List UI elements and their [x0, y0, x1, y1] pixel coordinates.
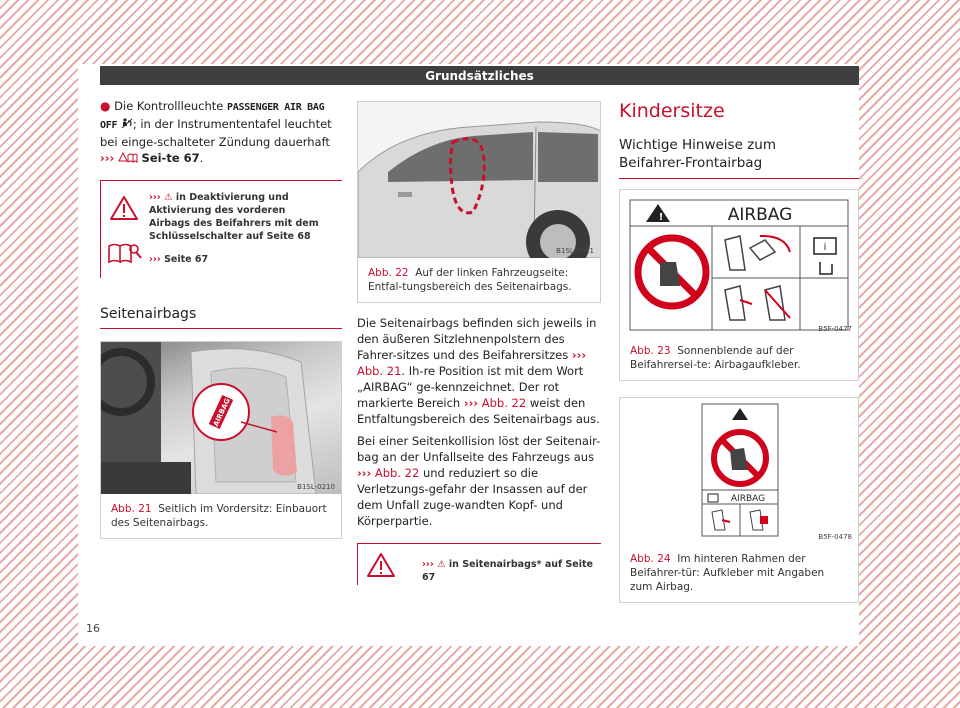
figure-abb-22 — [357, 101, 601, 303]
intro-ref-link[interactable]: Sei-te 67 — [141, 151, 200, 165]
seat-illustration — [101, 342, 341, 494]
figure-caption: Abb. 23 Sonnenblende auf der Beifahrersei-te: Airbagaufkleber. — [630, 345, 801, 371]
section-rule — [619, 178, 859, 179]
airbag-off-label: PASSENGER AIR BAG OFF — [100, 102, 325, 131]
sticker-airbag-label: AIRBAG — [727, 205, 793, 225]
warning-text-2: ››› Seite 67 — [149, 254, 209, 265]
chapter-title: Grundsätzliches — [425, 68, 534, 83]
warning-book-icon — [118, 152, 138, 163]
svg-text:i: i — [823, 242, 827, 253]
door-sticker-image — [620, 398, 858, 544]
column-3 — [619, 98, 859, 603]
warning-box — [100, 180, 342, 278]
airbag-sticker-illustration — [620, 190, 858, 336]
column-2 — [357, 101, 601, 585]
chapter-header — [100, 66, 859, 85]
figure-abb-24 — [619, 397, 859, 603]
warning-triangle-icon — [109, 195, 139, 225]
ref-abb-22-b[interactable]: Abb. 22 — [374, 466, 420, 480]
figure-abb-21 — [100, 341, 342, 539]
seat-airbag-image — [101, 342, 341, 494]
paragraph-1: Die Seitenairbags befinden sich jeweils in den äußeren Sitzlehnenpolstern des Fahrer-sitzes und des Beifahrersitzes ››› Abb. 21. Ih-re Position ist mit dem Wort „AIRBAG“ ge-kennzeichnet. Der rot markierte Bereich ››› Abb. 22 weist den Entfaltungsbereich des Seitenairbags aus. — [357, 316, 600, 426]
section-title-seitenairbags: Seitenairbags — [100, 306, 197, 322]
airbag-off-icon — [121, 118, 133, 129]
figure-code: B5F-0478 — [818, 533, 852, 541]
book-wrench-icon — [107, 241, 143, 269]
ref-abb-22[interactable]: Abb. 22 — [481, 396, 527, 410]
svg-text:!: ! — [658, 212, 664, 223]
figure-code: B5F-0477 — [818, 325, 852, 333]
intro-text-1: Die Kontrollleuchte — [114, 99, 224, 113]
page-number: 16 — [86, 622, 100, 635]
figure-code: B1SL-0211 — [556, 247, 594, 255]
intro-text-2: in der Instrumententafel leuchtet bei einge-schalteter Zündung dauerhaft — [100, 117, 332, 149]
figure-abb-23 — [619, 189, 859, 381]
door-sticker-airbag-label: AIRBAG — [730, 494, 766, 504]
figure-caption: Abb. 24 Im hinteren Rahmen der Beifahrer-tür: Aufkleber mit Angaben zum Airbag. — [630, 553, 825, 593]
figure-caption: Abb. 22 Auf der linken Fahrzeugseite: Entfal-tungsbereich des Seitenairbags. — [368, 267, 572, 293]
door-sticker-illustration — [620, 398, 858, 544]
subtitle: Wichtige Hinweise zum Beifahrer-Frontairbag — [619, 137, 776, 171]
intro-end: . — [199, 151, 204, 165]
car-illustration — [358, 102, 600, 258]
bullet-icon: ● — [100, 99, 111, 113]
airbag-sticker-image — [620, 190, 858, 336]
airbag-seat-label: AIRBAG — [211, 397, 232, 428]
ref-arrows: ››› — [100, 151, 115, 165]
warning-box-2 — [357, 543, 601, 585]
figure-code: B1SL-0210 — [297, 483, 335, 491]
warning-text-1: ››› ⚠ in Deaktivierung und Aktivierung des vorderen Airbags des Beifahrers mit dem Schlüsselschalter auf Seite 68 — [149, 192, 319, 242]
paragraph-2: Bei einer Seitenkollision löst der Seitenair-bag an der Unfallseite des Fahrzeugs aus ››› Abb. 22 und reduziert so die Verletzungs-gefahr der Insassen auf der dem Unfall zuge-wandten Kopf- und Körperpartie. — [357, 434, 601, 528]
title-kindersitze: Kindersitze — [619, 100, 725, 122]
warning-triangle-icon — [366, 552, 396, 582]
warning-text-3: ››› ⚠ in Seitenairbags* auf Seite 67 — [422, 559, 593, 583]
figure-caption: Abb. 21 Seitlich im Vordersitz: Einbauort des Seitenairbags. — [111, 503, 327, 529]
section-rule — [100, 328, 342, 329]
column-1 — [100, 98, 342, 539]
intro-paragraph: ● Die Kontrollleuchte PASSENGER AIR BAG OFF ; in der Instrumententafel leuchtet bei einge-schalteter Zündung dauerhaft ››› Sei-te 67. — [100, 99, 332, 165]
car-side-image — [358, 102, 600, 258]
ref-abb-21[interactable]: Abb. 21 — [357, 364, 402, 378]
